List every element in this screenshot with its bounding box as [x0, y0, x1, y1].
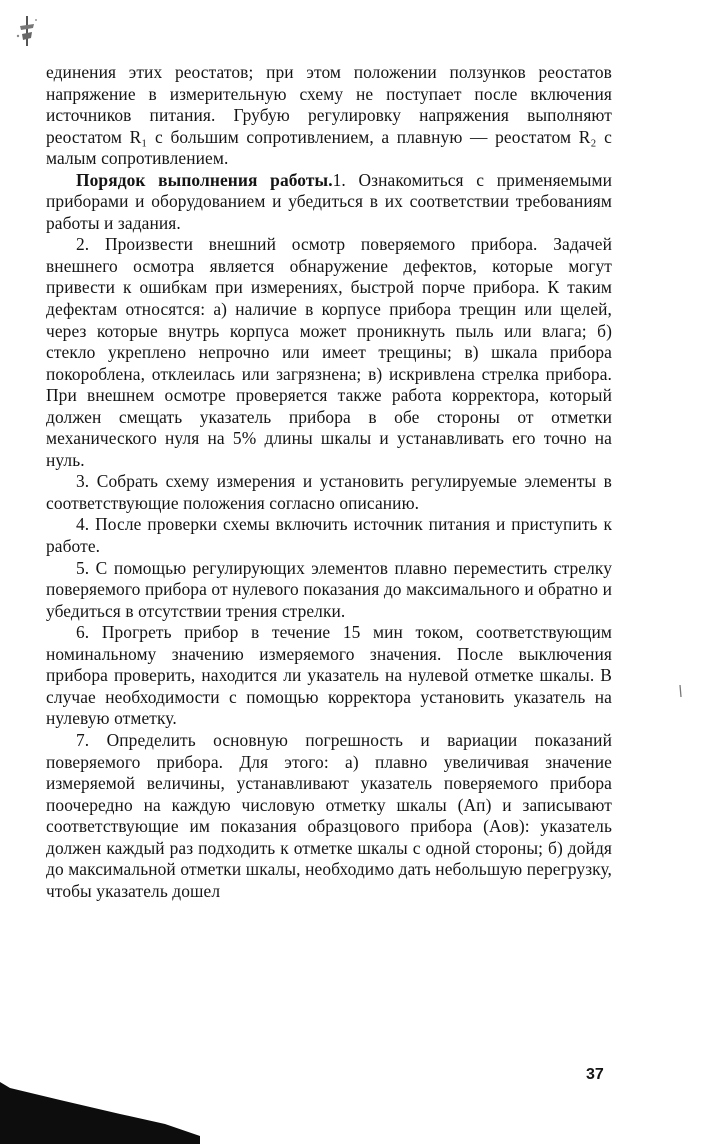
scan-shadow: [0, 1082, 200, 1144]
paragraph: 4. После проверки схемы включить источник питания и приступить к работе.: [46, 514, 612, 557]
paragraph: 5. С помощью регулирующих элементов плавно переместить стрелку поверяемого прибора от нулевого показания до максимального и обратно и убедиться в отсутствии трения стрелки.: [46, 557, 612, 621]
page-number: 37: [586, 1066, 604, 1083]
margin-speck: [677, 684, 683, 698]
paragraph: единения этих реостатов; при этом положении ползунков реостатов напряжение в измерительную схему не поступает после включения источников питания. Грубую регулировку напряжения выполняют реостатом R₁ с большим сопротивлением, а плавную — реостатом R₂ с малым сопротивлением.: [46, 62, 612, 169]
procedure-heading: Порядок выполнения работы.: [76, 169, 333, 190]
paragraph: 3. Собрать схему измерения и установить регулируемые элементы в соответствующие положения согласно описанию.: [46, 471, 612, 513]
paragraph: 2. Произвести внешний осмотр поверяемого прибора. Задачей внешнего осмотра является обнаружение дефектов, которые могут привести к ошибкам при измерениях, быстрой порче прибора. К таким дефектам относятся: а) наличие в корпусе прибора трещин или щелей, через которые внутрь корпуса может проникнуть пыль или влага; б) стекло укреплено непрочно или имеет трещины; в) шкала прибора покороблена, отклеилась или загрязнена; в) искривлена стрелка прибора. При внешнем осмотре проверяется также работа корректора, который должен смещать указатель прибора в обе стороны от отметки механического нуля на 5% длины шкалы и устанавливать его точно на нуль.: [46, 234, 612, 470]
paragraph-text: 1. Ознакомиться с применяемыми приборами и оборудованием и убедиться в их соответствии требованиям работы и задания.: [46, 169, 612, 233]
print-mark: [12, 14, 42, 48]
paragraph-procedure: [46, 170, 612, 235]
body-text: [46, 62, 612, 902]
paragraph: 6. Прогреть прибор в течение 15 мин током, соответствующим номинальному значению измеряемого значения. После выключения прибора проверить, находится ли указатель на нулевой отметке шкалы. В случае необходимости с помощью корректора установить указатель на нулевую отметку.: [46, 622, 612, 729]
paragraph: 7. Определить основную погрешность и вариации показаний поверяемого прибора. Для этого: а) плавно увеличивая значение измеряемой величины, устанавливают указатель поверяемого прибора поочередно на каждую числовую отметку шкалы (Aп) и записывают соответствующие им показания образцового прибора (Aов): указатель должен каждый раз подходить к отметке шкалы с одной стороны; б) дойдя до максимальной отметки шкалы, необходимо дать небольшую перегрузку, чтобы указатель дошел: [46, 729, 612, 901]
